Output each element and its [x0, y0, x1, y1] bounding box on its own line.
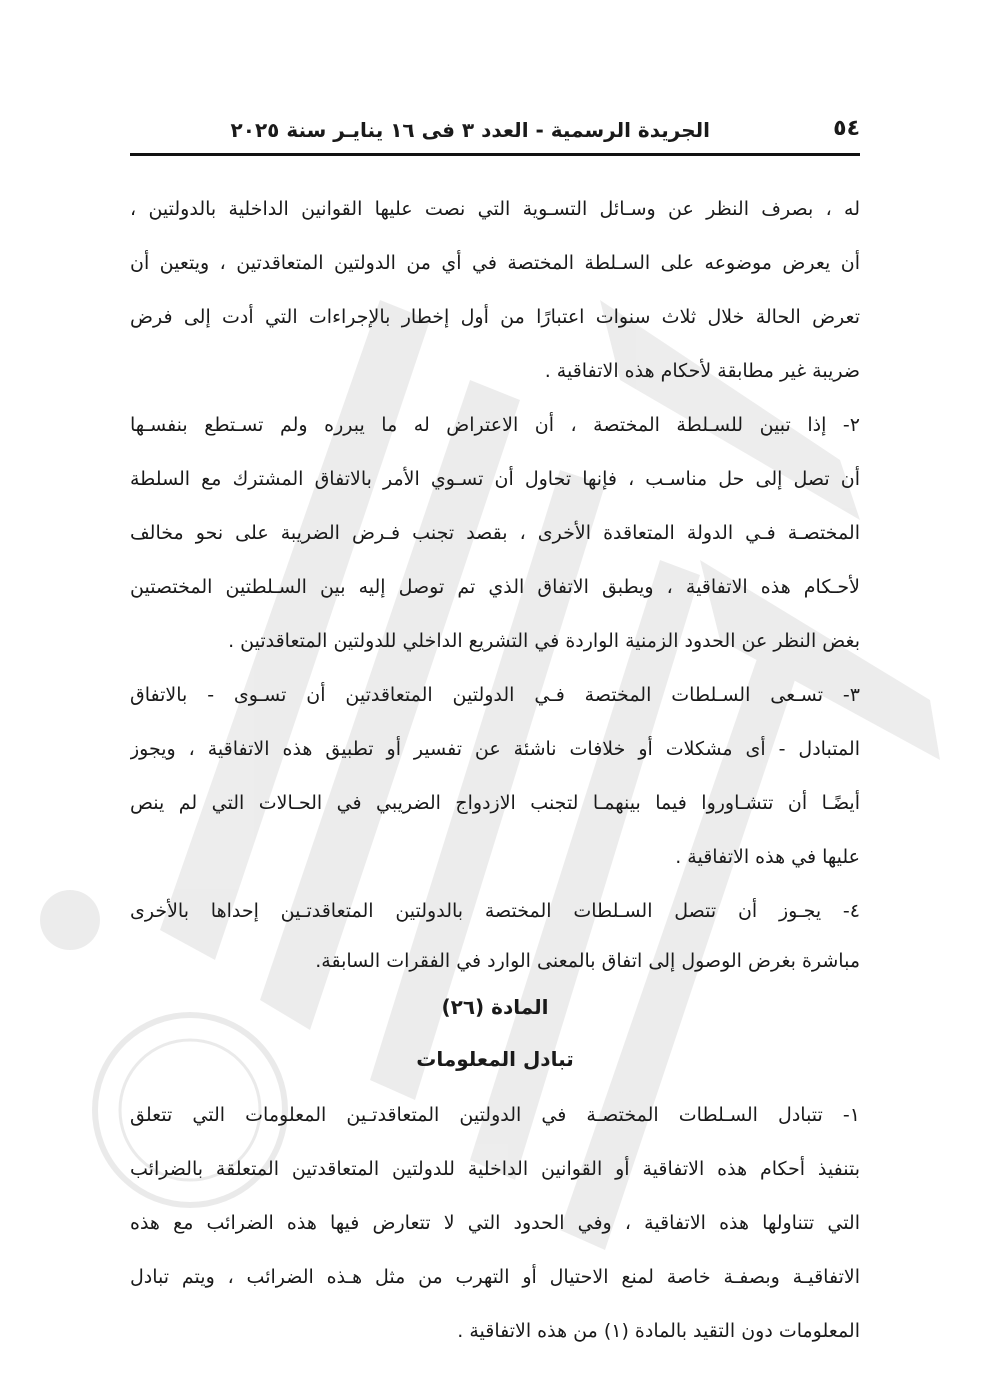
page-number: ٥٤ [833, 116, 860, 141]
text-line: ١- تتبادل السـلطات المختصـة في الدولتين المتعاقدتـين المعلومات التي تتعلق [130, 1104, 860, 1126]
paragraph-2 [130, 398, 860, 668]
text-line: أيضًـا أن تتشـاوروا فيما بينهمـا لتجنب الازدواج الضريبي في الحـالات التي لم ينص [130, 792, 860, 814]
text-line: ضريبة غير مطابقة لأحكام هذه الاتفاقية . [544, 360, 860, 382]
header-title: الجريدة الرسمية - العدد ٣ فى ١٦ ينايـر سنة ٢٠٢٥ [230, 118, 710, 142]
text-line: بغض النظر عن الحدود الزمنية الواردة في التشريع الداخلي للدولتين المتعاقدتين . [228, 630, 860, 652]
paragraph-3 [130, 668, 860, 884]
text-line: المختصـة فـي الدولة المتعاقدة الأخرى ، بقصد تجنب فـرض الضريبة على نحو مخالف [130, 522, 860, 544]
page-body [130, 182, 860, 1358]
text-line: مباشرة بغرض الوصول إلى اتفاق بالمعنى الوارد في الفقرات السابقة. [315, 950, 860, 972]
text-line: ٣- تسـعى السـلطات المختصة فـي الدولتين المتعاقدتين أن تسـوى - بالاتفاق [130, 684, 860, 706]
text-line: المعلومات دون التقيد بالمادة (١) من هذه الاتفاقية . [457, 1320, 860, 1342]
paragraph-4 [130, 884, 860, 984]
text-line: تعرض الحالة خلال ثلاث سنوات اعتبارًا من أول إخطار بالإجراءات التي أدت إلى فرض [130, 306, 860, 328]
text-line: بتنفيذ أحكام هذه الاتفاقية أو القوانين الداخلية للدولتين المتعاقدتين المتعلقة بالضرائب [130, 1158, 860, 1180]
text-line: ٤- يجـوز أن تتصل السـلطات المختصة بالدولتين المتعاقدتـين إحداها بالأخرى [130, 900, 860, 922]
text-line: أن تصل إلى حل مناسـب ، فإنها تحاول أن تسـوي الأمر بالاتفاق المشترك مع السلطة [130, 468, 860, 490]
page-header [130, 112, 860, 152]
paragraph-5 [130, 1088, 860, 1358]
text-line: عليها في هذه الاتفاقية . [675, 846, 860, 868]
paragraph-1 [130, 182, 860, 398]
text-line: له ، بصرف النظر عن وسـائل التسـوية التي نصت عليها القوانين الداخلية بالدولتين ، [130, 198, 860, 220]
header-divider [130, 153, 860, 156]
text-line: أن يعرض موضوعه على السـلطة المختصة في أي من الدولتين المتعاقدتين ، ويتعين أن [130, 252, 860, 274]
text-line: التي تتناولها هذه الاتفاقية ، وفي الحدود التي لا تتعارض فيها هذه الضرائب مع هذه [130, 1212, 860, 1234]
text-line: ٢- إذا تبين للسـلطة المختصة ، أن الاعتراض له ما يبرره ولم تسـتطع بنفسـها [130, 414, 860, 436]
article-title: المادة (٢٦) [441, 995, 549, 1019]
text-line: الاتفاقيـة وبصفـة خاصة لمنع الاحتيال أو التهرب من مثل هـذه الضرائب ، ويتم تبادل [130, 1266, 860, 1288]
text-line: المتبادل - أى مشكلات أو خلافات ناشئة عن تفسير أو تطبيق هذه الاتفاقية ، ويجوز [130, 738, 860, 760]
text-line: لأحـكام هذه الاتفاقية ، ويطبق الاتفاق الذي تم توصل إليه بين السـلطتين المختصتين [130, 576, 860, 598]
article-subtitle: تبادل المعلومات [416, 1047, 574, 1071]
